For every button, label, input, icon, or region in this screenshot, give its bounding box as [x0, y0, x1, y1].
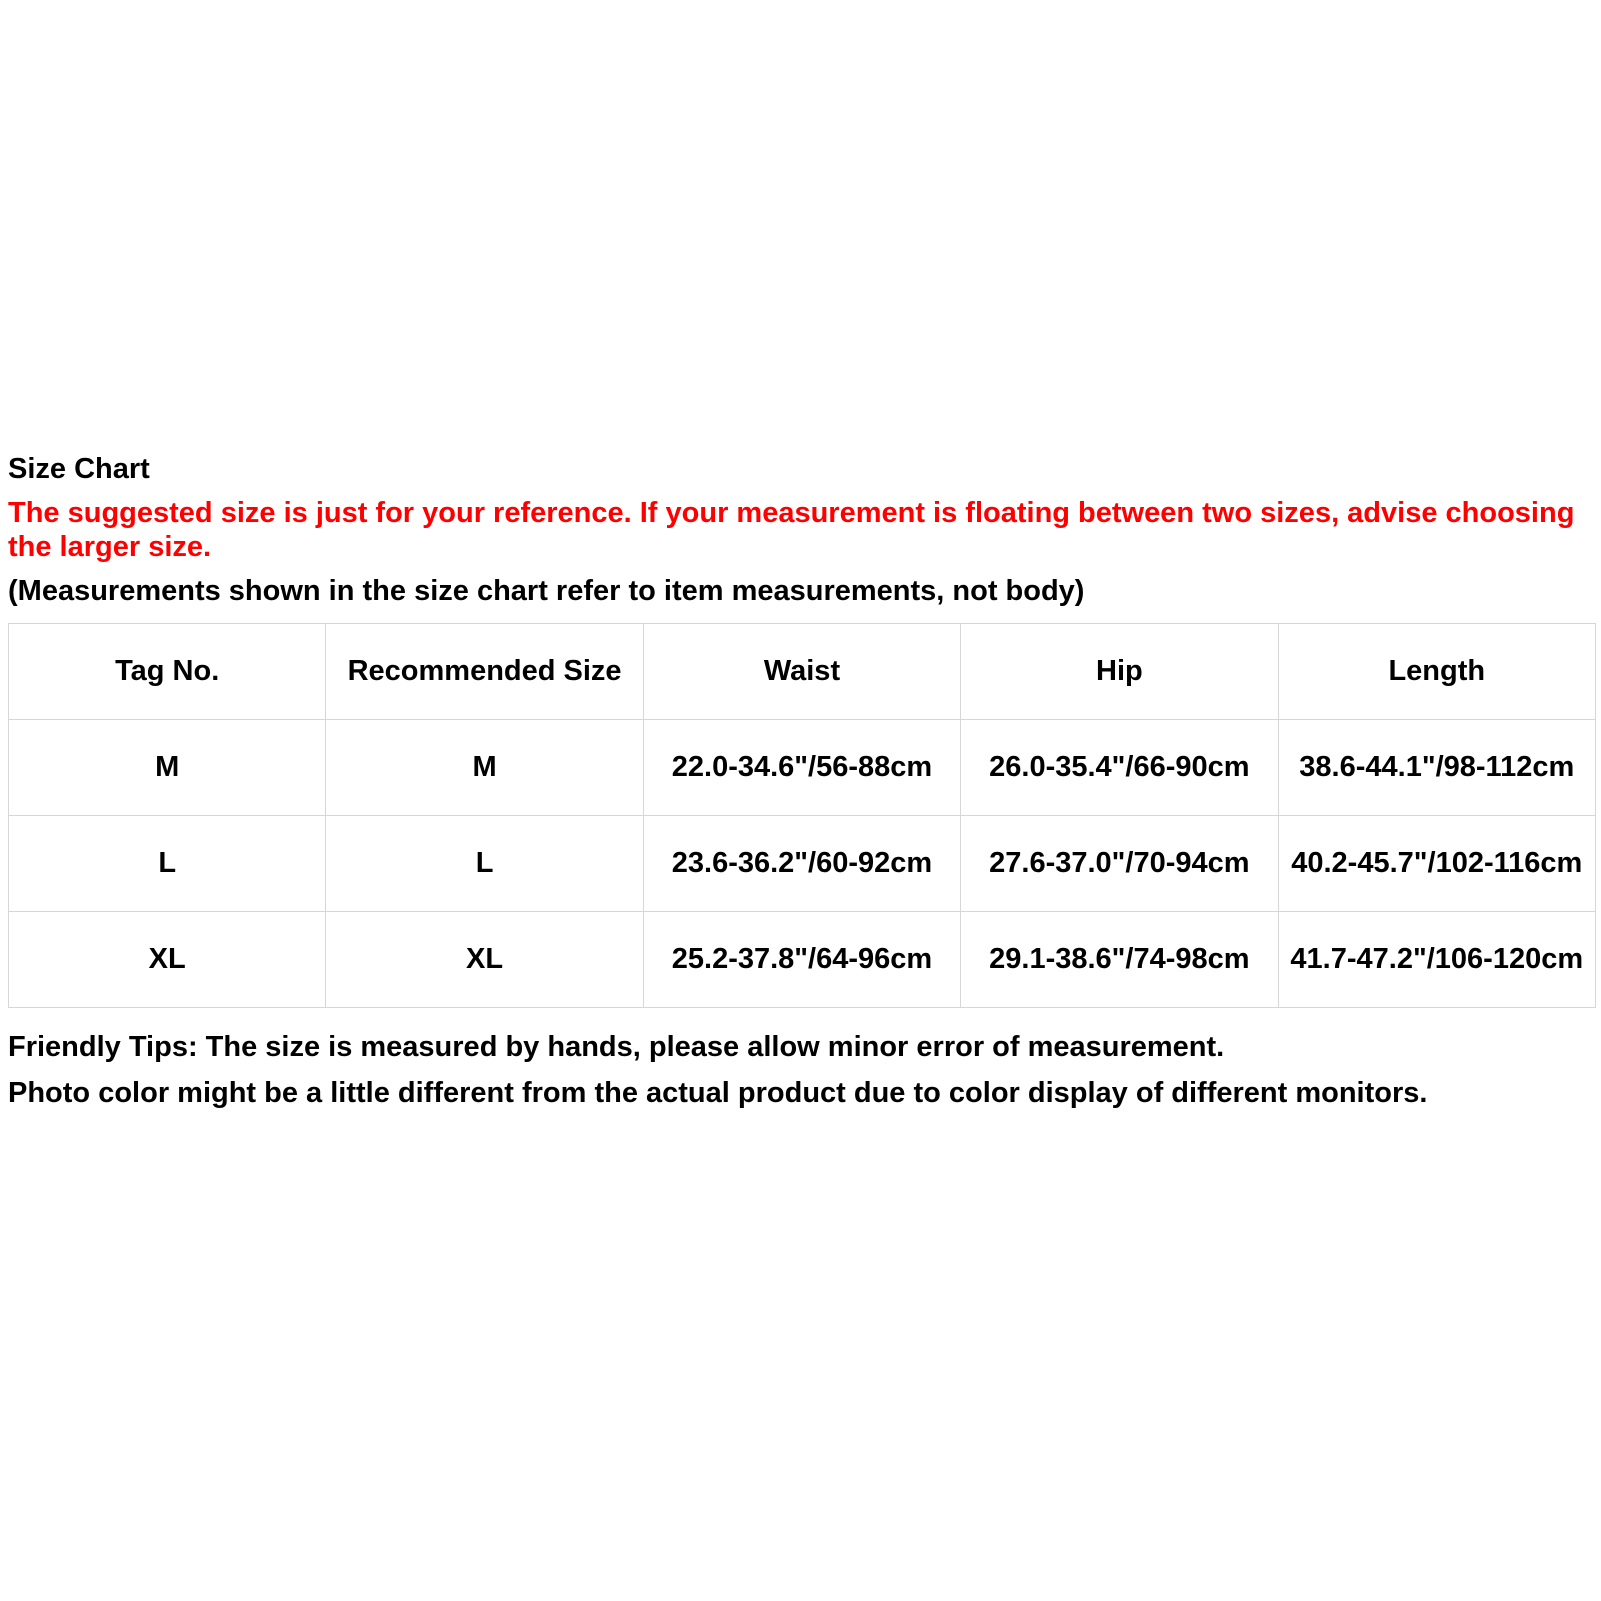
header-hip: Hip	[961, 624, 1278, 720]
header-length: Length	[1278, 624, 1595, 720]
cell-tag-no: L	[9, 816, 326, 912]
cell-recommended-size: L	[326, 816, 643, 912]
tips-line-measurement: Friendly Tips: The size is measured by hands, please allow minor error of measurement.	[8, 1031, 1225, 1063]
cell-length: 41.7-47.2"/106-120cm	[1278, 912, 1595, 1008]
cell-tag-no: M	[9, 720, 326, 816]
friendly-tips	[8, 1024, 1596, 1116]
cell-waist: 23.6-36.2"/60-92cm	[643, 816, 960, 912]
table-row	[9, 912, 1596, 1008]
cell-length: 38.6-44.1"/98-112cm	[1278, 720, 1595, 816]
tips-line-color: Photo color might be a little different from the actual product due to color display of different monitors.	[8, 1077, 1428, 1109]
cell-waist: 25.2-37.8"/64-96cm	[643, 912, 960, 1008]
table-header-row	[9, 624, 1596, 720]
page-title: Size Chart	[8, 453, 150, 485]
measurement-note: (Measurements shown in the size chart refer to item measurements, not body)	[8, 575, 1085, 607]
cell-recommended-size: XL	[326, 912, 643, 1008]
size-table-head	[9, 624, 1596, 720]
size-table-body	[9, 720, 1596, 1008]
header-tag-no: Tag No.	[9, 624, 326, 720]
table-row	[9, 720, 1596, 816]
cell-recommended-size: M	[326, 720, 643, 816]
header-recommended-size: Recommended Size	[326, 624, 643, 720]
size-table	[8, 623, 1596, 1008]
size-chart-document	[8, 452, 1596, 1116]
cell-hip: 26.0-35.4"/66-90cm	[961, 720, 1278, 816]
size-notice: The suggested size is just for your reference. If your measurement is floating between two sizes, advise choosing the larger size.	[8, 497, 1575, 563]
cell-waist: 22.0-34.6"/56-88cm	[643, 720, 960, 816]
header-waist: Waist	[643, 624, 960, 720]
cell-hip: 29.1-38.6"/74-98cm	[961, 912, 1278, 1008]
cell-length: 40.2-45.7"/102-116cm	[1278, 816, 1595, 912]
cell-hip: 27.6-37.0"/70-94cm	[961, 816, 1278, 912]
table-row	[9, 816, 1596, 912]
cell-tag-no: XL	[9, 912, 326, 1008]
